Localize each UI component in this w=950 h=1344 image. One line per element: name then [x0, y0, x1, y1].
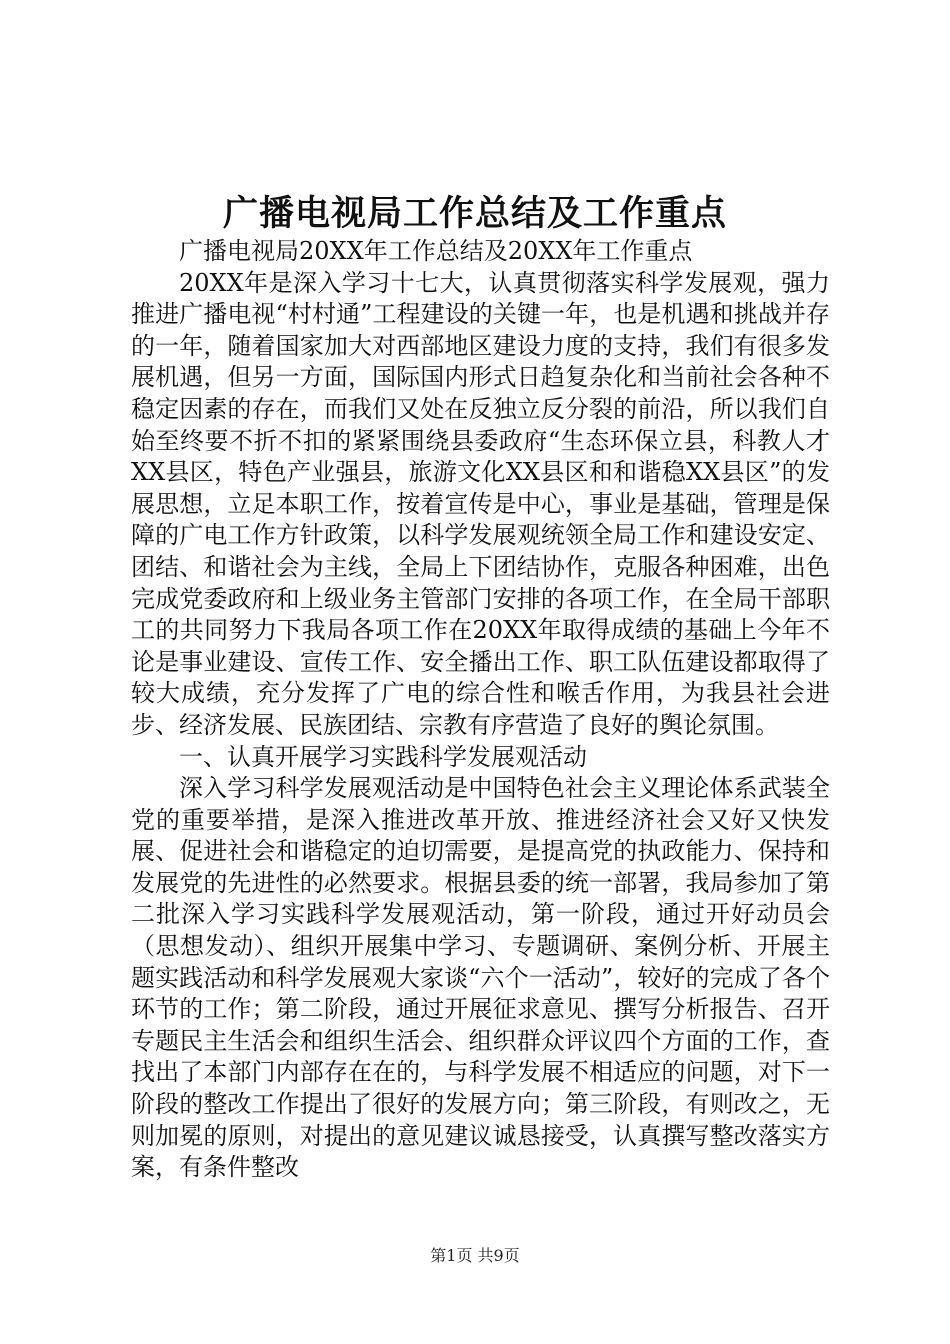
- subtitle-paragraph: 广播电视局20XX年工作总结及20XX年工作重点: [179, 237, 693, 265]
- body-paragraph: 深入学习科学发展观活动是中国特色社会主义理论体系武装全党的重要举措，是深入推进改革开放、推进经济社会又好又快发展、促进社会和谐稳定的迫切需要，是提高党的执政能力、保持和发展党的先进性的必然要求。根据县委的统一部署，我局参加了第二批深入学习实践科学发展观活动，第一阶段，通过开好动员会（思想发动）、组织开展集中学习、专题调研、案例分析、开展主题实践活动和科学发展观大家谈“六个一活动”，较好的完成了各个环节的工作；第二阶段，通过开展征求意见、撰写分析报告、召开专题民主生活会和组织生活会、组织群众评议四个方面的工作，查找出了本部门内部存在在的，与科学发展不相适应的问题，对下一阶段的整改工作提出了很好的发展方向；第三阶段，有则改之，无则加冕的原则，对提出的意见建议诚恳接受，认真撰写整改落实方案，有条件整改: [131, 774, 830, 1182]
- document-title: 广播电视局工作总结及工作重点: [222, 193, 727, 234]
- document-body: [131, 236, 830, 1184]
- section-heading: 一、认真开展学习实践科学发展观活动: [179, 742, 587, 771]
- body-paragraph: 20XX年是深入学习十七大，认真贯彻落实科学发展观，强力推进广播电视“村村通”工程建设的关键一年，也是机遇和挑战并存的一年，随着国家加大对西部地区建设力度的支持，我们有很多发展机遇，但另一方面，国际国内形式日趋复杂化和当前社会各种不稳定因素的存在，而我们又处在反独立反分裂的前沿，所以我们自始至终要不折不扣的紧紧围绕县委政府“生态环保立县，科教人才XX县区，特色产业强县，旅游文化XX县区和和谐稳XX县区”的发展思想，立足本职工作，按着宣传是中心，事业是基础，管理是保障的广电工作方针政策，以科学发展观统领全局工作和建设安定、团结、和谐社会为主线，全局上下团结协作，克服各种困难，出色完成党委政府和上级业务主管部门安排的各项工作，在全局干部职工的共同努力下我局各项工作在20XX年取得成绩的基础上今年不论是事业建设、宣传工作、安全播出工作、职工队伍建设都取得了较大成绩，充分发挥了广电的综合性和喉舌作用，为我县社会进步、经济发展、民族团结、宗教有序营造了良好的舆论氛围。: [131, 268, 830, 739]
- page-number-footer: 第1页 共9页: [430, 1246, 520, 1265]
